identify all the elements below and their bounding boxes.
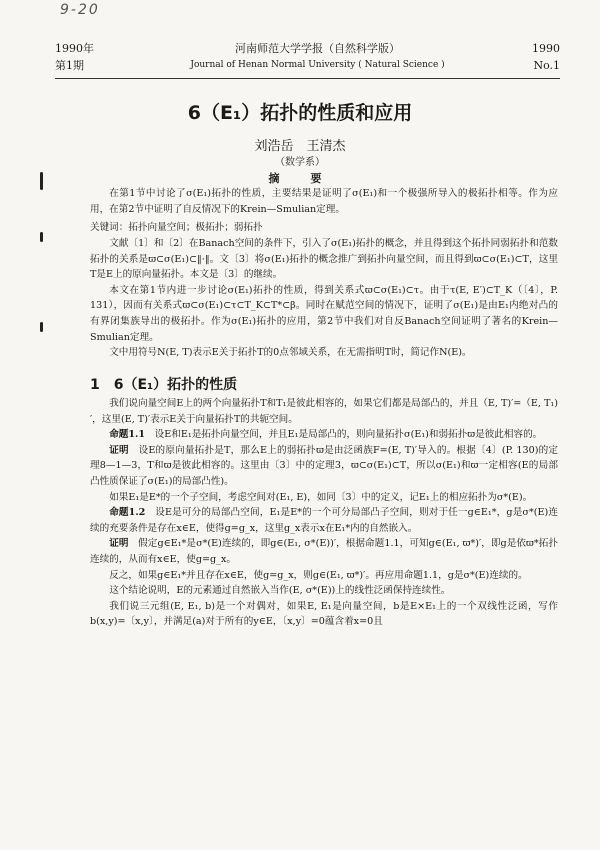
header-left — [55, 40, 94, 74]
header-issue-right: No.1 — [533, 59, 560, 72]
paper-affiliation: （数学系） — [275, 157, 325, 168]
paragraph-text: 假定g∈E₁*是σ*(E)连续的，即g∈(E₁, σ*(E))′，根据命题1.1，可知g∈(E₁, ϖ*)′，即g是依ϖ*拓扑连续的，从而有x∈E，使g=g_x。 — [90, 538, 558, 565]
paragraph-text: 反之，如果g∈E₁*并且存在x∈E，使g=g_x，则g∈(E₁, ϖ*)′。再应用命题1.1，g是σ*(E)连续的。 — [109, 569, 528, 581]
paragraph-text: 我们说向量空间E上的两个向量拓扑T和T₁是彼此相容的，如果它们都是局部凸的，并且（E, T)′=（E, T₁)′，这里(E, T)′表示E关于向量拓扑T的共轭空间。 — [90, 398, 558, 425]
section-paragraph — [90, 505, 558, 536]
header-journal-name — [175, 40, 460, 74]
introduction — [90, 236, 558, 361]
proof-label: 证明 — [109, 538, 129, 550]
header-issue-left: 第1期 — [55, 59, 84, 72]
journal-header — [55, 40, 560, 79]
paragraph-text: 设E的原向量拓扑是T，那么E上的弱拓扑ϖ是由泛函族F=(E, T)′导入的。根据〔4〕(P. 130)的定理8—1—3，T和ϖ是彼此相容的。这里由〔3〕中的定理3，ϖ⊂σ(E₁)⊂T，所以σ(E₁)和ϖ一定相容(E的局部凸性质保证了σ(E₁)的局部凸性)。 — [90, 444, 559, 487]
paragraph-text: 这个结论说明，E的元素通过自然嵌入当作(E, σ*(E))上的线性泛函保持连续性。 — [109, 585, 451, 597]
keywords — [90, 220, 558, 236]
abstract-heading: 摘 要 — [268, 172, 332, 185]
section-paragraph — [90, 427, 558, 443]
keywords-text: 关键词：拓扑向量空间；极拓扑；弱拓扑 — [90, 222, 263, 233]
section-body — [90, 396, 558, 630]
abstract-text — [90, 186, 558, 217]
section-paragraph — [90, 583, 558, 599]
proposition-label: 命题1.2 — [109, 507, 146, 519]
header-year-right: 1990 — [532, 42, 560, 55]
handwritten-note: 9-20 — [60, 2, 100, 18]
journal-name-en: Journal of Henan Normal University ( Natural Science ) — [190, 60, 445, 70]
margin-mark — [40, 322, 43, 332]
paper-authors: 刘浩岳 王清杰 — [254, 139, 346, 154]
proposition-label: 命题1.1 — [109, 429, 146, 441]
margin-mark — [40, 172, 43, 190]
section-paragraph — [90, 536, 558, 567]
header-right — [532, 40, 560, 74]
section-paragraph — [90, 599, 558, 630]
proof-label: 证明 — [109, 444, 129, 456]
intro-paragraph: 本文在第1节内进一步讨论σ(E₁)拓扑的性质，得到关系式ϖ⊂σ(E₁)⊂τ。由于τ(E, E′)⊂T_K（〔4〕，P. 131），因而有关系式ϖ⊂σ(E₁)⊂τ⊂T_K⊂T*⊂β。同时在赋范空间的情况下，证明了σ(E₁)是由E₁内绝对凸的有界闭集族导出的极拓扑。作为σ(E₁)拓扑的应用，第2节中我们对自反Banach空间证明了著名的Krein—Smulian定理。 — [90, 284, 558, 343]
abstract-paragraph: 在第1节中讨论了σ(E₁)拓扑的性质，主要结果是证明了σ(E₁)和一个极强所导入的极拓扑相等。作为应用，在第2节中证明了自反情况下的Krein—Smulian定理。 — [90, 188, 558, 215]
header-year-left: 1990年 — [55, 42, 94, 55]
intro-paragraph: 文献〔1〕和〔2〕在Banach空间的条件下，引入了σ(E₁)拓扑的概念，并且得到这个拓扑同弱拓扑和范数拓扑的关系是ϖ⊂σ(E₁)⊂‖·‖。文〔3〕将σ(E₁)拓扑的概念推广到拓扑向量空间，而且得到ϖ⊂σ(E₁)⊂T，这里T是E上的原向量拓扑。本文是〔3〕的继续。 — [90, 238, 558, 281]
section-paragraph — [90, 568, 558, 584]
journal-name-cn: 河南师范大学学报（自然科学版） — [235, 42, 400, 55]
section-paragraph — [90, 490, 558, 506]
paragraph-text: 如果E₁是E*的一个子空间，考虑空间对(E₁, E)，如同〔3〕中的定义，记E₁上的相应拓扑为σ*(E)。 — [109, 491, 533, 503]
paragraph-text: 设E是可分的局部凸空间，E₁是E*的一个可分局部凸子空间，则对于任一g∈E₁*，g是σ*(E)连续的充要条件是存在x∈E，使得g=g_x，这里g_x表示x在E₁*内的自然嵌入。 — [90, 507, 558, 534]
margin-mark — [40, 232, 43, 242]
intro-paragraph: 文中用符号N(E, T)表示E关于拓扑T的0点邻域关系，在无需指明T时，简记作N(E)。 — [109, 347, 472, 359]
section-heading: 1 6（E₁）拓扑的性质 — [90, 377, 238, 393]
paragraph-text: 设E和E₁是拓扑向量空间，并且E₁是局部凸的，则向量拓扑σ(E₁)和弱拓扑ϖ是彼此相容的。 — [154, 429, 543, 441]
section-paragraph — [90, 443, 558, 490]
section-paragraph — [90, 396, 558, 427]
paragraph-text: 我们说三元组(E, E₁, b)是一个对偶对，如果E, E₁是向量空间，b是E×E₁上的一个双线性泛函，写作b(x,y)=〔x,y〕，并满足(a)对于所有的y∈E，〔x,y〕=0蕴含着x=0且 — [90, 600, 558, 628]
paper-title: 6（E₁）拓扑的性质和应用 — [187, 102, 413, 124]
